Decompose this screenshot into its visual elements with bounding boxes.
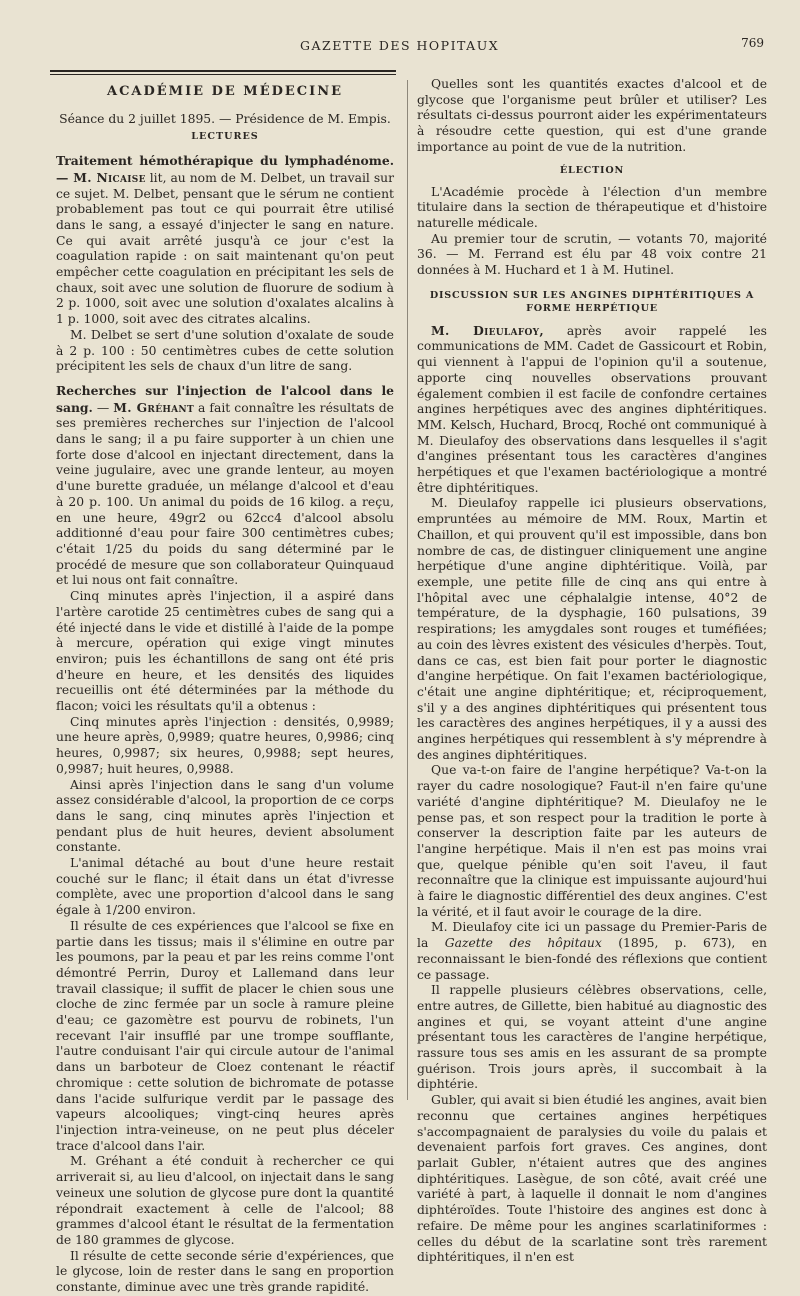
speaker-name: M. Gréhant [113, 399, 194, 415]
paragraph: L'Académie procède à l'élection d'un membre titulaire dans la section de thérapeutique et d'histoire naturelle médicale. [417, 184, 767, 230]
right-column [417, 77, 767, 1266]
session-line: Séance du 2 juillet 1895. — Présidence de M. Empis. [59, 111, 391, 126]
spacer [56, 375, 394, 383]
paragraph: Il résulte de cette seconde série d'expériences, que le glycose, loin de rester dans le sang en proportion constante, diminue avec une très grande rapidité. [56, 1248, 394, 1295]
paragraph-text: après avoir rappelé les communications de MM. Cadet de Gassicourt et Robin, qui viennent à l'appui de l'opinion qu'il a soutenue, apporte cinq nouvelles observations prouvant également combien il est facile de confondre certaines angines herpétiques avec des angines diphtéritiques. MM. Kelsch, Huchard, Brocq, Roché ont communiqué à M. Dieulafoy des observations dans lesquelles il s'agit d'angines présentant tous les caractères d'angines herpétiques et que l'examen bactériologique a montré être diphtéritiques. [417, 323, 767, 495]
header-rule-thick [50, 70, 396, 72]
paragraph: Au premier tour de scrutin, — votants 70, majorité 36. — M. Ferrand est élu par 48 voix contre 21 données à M. Huchard et 1 à M. Hutinel. [417, 231, 767, 278]
paragraph: L'animal détaché au bout d'une heure restait couché sur le flanc; il était dans un état d'ivresse complète, avec une proportion d'alcool dans le sang égale à 1/200 environ. [56, 856, 394, 918]
paragraph: Cinq minutes après l'injection, il a aspiré dans l'artère carotide 25 centimètres cubes de sang qui a été injecté dans le vide et distillé à l'aide de la pompe à mercure, opération qui exige vingt minutes environ; puis les échantillons de sang ont été pris d'heure en heure, et les densités des liquides recueillis ont été déterminées par la méthode du flacon; voici les résultats qu'il a obtenus : [56, 589, 394, 714]
paragraph: Il résulte de ces expériences que l'alcool se fixe en partie dans les tissus; mais il s'élimine en outre par les poumons, par la peau et par les reins comme l'ont démontré Perrin, Duroy et Lallemand dans leur travail classique; il suffit de placer le chien sous une cloche de zinc fermée par un socle à ramure pleine d'eau; ce gazomètre est pourvu de robinets, l'un recevant l'air insufflé par une trompe soufflante, l'autre conduisant l'air qui circule autour de l'animal dans un barboteur de Cloez contenant le réactif chromique : cette solution de bichromate de potasse dans l'acide sulfurique verdit par le passage des vapeurs alcooliques; vingt-cinq heures après l'injection intra-veineuse, on ne peut plus déceler trace d'alcool dans l'air. [56, 918, 394, 1153]
column-divider [407, 80, 408, 1100]
paragraph-text: a fait connaître les résultats de ses premières recherches sur l'injection de l'alcool dans le sang; il a pu faire supporter à un chien une forte dose d'alcool en injectant directement, dans la veine jugulaire, avec une grande lenteur, au moyen d'une burette graduée, un mélange d'alcool et d'eau à 20 p. 100. Un animal du poids de 16 kilog. a reçu, en une heure, 49gr2 ou 62cc4 d'alcool absolu additionné d'eau pour faire 300 centimètres cubes; c'était 1/25 du poids du sang déterminé par le procédé de mesure que son collaborateur Quinquaud et lui nous ont fait connaître. [56, 400, 394, 588]
paragraph-text: lit, au nom de M. Delbet, un travail sur ce sujet. M. Delbet, pensant que le sérum ne contient probablement pas tout ce qui pourrait être utilisé dans le sang, a essayé d'injecter le sang en nature. Ce qui avait arrêté jusqu'à ce jour c'est la coagulation rapide : on sait maintenant qu'on peut empêcher cette coagulation en précipitant les sels de chaux, soit avec une solution de fluorure de sodium à 2 p. 1000, soit avec une solution d'oxalates alcalins à 1 p. 1000, soit avec des citrates alcalins. [56, 170, 394, 327]
paragraph: Que va-t-on faire de l'angine herpétique? Va-t-on la rayer du cadre nosologique? Faut-il n'en faire qu'une variété d'angine diphtéritique? M. Dieulafoy ne le pense pas, et son respect pour la tradition le porte à conserver la description faite par les auteurs de l'angine herpétique. Mais il n'en est pas moins vrai que, quelque pénible qu'en soit l'aveu, il faut reconnaître que la clinique est impuissante aujourd'hui à faire le diagnostic différentiel des deux angines. C'est la vérité, et il faut avoir le courage de la dire. [417, 763, 767, 919]
paragraph [417, 323, 767, 497]
paragraph-text: M. Dieulafoy cite ici un passage du Premier-Paris de la [417, 920, 767, 951]
running-title: GAZETTE DES HOPITAUX [300, 38, 500, 53]
election-heading: ÉLECTION [559, 164, 625, 176]
article-paragraph [56, 383, 394, 589]
paragraph-text: (1895, p. 673), en reconnaissant le bien-fondé des réflexions que contient ce passage. [417, 936, 767, 982]
paragraph: Ainsi après l'injection dans le sang d'un volume assez considérable d'alcool, la proportion de ce corps dans le sang, cinq minutes après l'injection et pendant plus de huit heures, devient absolument constante. [56, 777, 394, 855]
paragraph: M. Delbet se sert d'une solution d'oxalate de soude à 2 p. 100 : 50 centimètres cubes de cette solution précipitent les sels de chaux d'un litre de sang. [56, 327, 394, 374]
page-number: 769 [741, 36, 764, 50]
journal-citation: Gazette des hôpitaux [444, 936, 602, 951]
speaker-name: — M. Nicaise [56, 169, 146, 185]
article-title: Recherches sur l'injection de l'alcool dans le sang. [56, 382, 394, 415]
paragraph: M. Gréhant a été conduit à rechercher ce qui arriverait si, au lieu d'alcool, on injectait dans le sang veineux une solution de glycose pure dont la quantité répondrait exactement à celle de l'alcool; 88 grammes d'alcool étant le résultat de la fermentation de 180 grammes de glycose. [56, 1154, 394, 1247]
article-title: Traitement hémothérapique du lymphadénome. [56, 153, 394, 169]
running-header [0, 36, 800, 56]
discussion-heading: DISCUSSION SUR LES ANGINES DIPHTÉRITIQUES A FORME HERPÉTIQUE [429, 289, 755, 314]
paragraph: Gubler, qui avait si bien étudié les angines, avait bien reconnu que certaines angines herpétiques s'accompagnaient de paralysies du voile du palais et devenaient parfois fort graves. Ces angines, dont parlait Gubler, n'étaient autres que des angines diphtéritiques. Lasègue, de son côté, avait créé une variété à part, à laquelle il donnait le nom d'angines diphtéroïdes. Toute l'histoire des angines est donc à refaire. De même pour les angines scarlatiniformes : celles du début de la scarlatine sont très rarement diphtéritiques, il n'en est [417, 1093, 767, 1265]
title-dash: — [92, 400, 110, 415]
paragraph: M. Dieulafoy rappelle ici plusieurs observations, empruntées au mémoire de MM. Roux, Martin et Chaillon, et qui prouvent qu'il est impossible, dans bon nombre de cas, de distinguer cliniquement une angine herpétique d'une angine diphtéritique. Voilà, par exemple, une petite fille de cinq ans qui entre à l'hôpital avec une céphalalgie intense, 40°2 de température, de la dysphagie, 160 pulsations, 39 respirations; les amygdales sont rouges et tuméfiées; au coin des lèvres existent des vésicules d'herpès. Tout, dans ce cas, est bien fait pour porter le diagnostic d'angine herpétique. On fait l'examen bactériologique, c'était une angine diphtéritique; et, réciproquement, s'il y a des angines diphtéritiques qui présentent tous les caractères des angines herpétiques, il y a aussi des angines herpétiques qui ressemblent à s'y méprendre à des angines diphtéritiques. [417, 496, 767, 762]
paragraph: Cinq minutes après l'injection : densités, 0,9989; une heure après, 0,9989; quatre heures, 0,9986; cinq heures, 0,9987; six heures, 0,9988; sept heures, 0,9987; huit heures, 0,9988. [56, 714, 394, 776]
article-paragraph [56, 153, 394, 328]
paragraph: Quelles sont les quantités exactes d'alcool et de glycose que l'organisme peut brûler et utiliser? Les résultats ci-dessus pourront aider les expérimentateurs à résoudre cette question, qui est d'une grande importance au point de vue de la nutrition. [417, 77, 767, 154]
speaker-name: M. Dieulafoy, [431, 322, 544, 338]
section-title: ACADÉMIE DE MÉDECINE [106, 84, 343, 99]
paragraph: Il rappelle plusieurs célèbres observations, celle, entre autres, de Gillette, bien habitué au diagnostic des angines et qui, se voyant atteint d'une angine présentant tous les caractères de l'angine herpétique, rassure tous ses amis en les assurant de sa prompte guérison. Trois jours après, il succombait à la diphtérie. [417, 983, 767, 1092]
header-rule-thin [50, 74, 396, 75]
left-column [56, 84, 394, 1296]
paragraph [417, 920, 767, 983]
lectures-heading: LECTURES [191, 131, 259, 143]
